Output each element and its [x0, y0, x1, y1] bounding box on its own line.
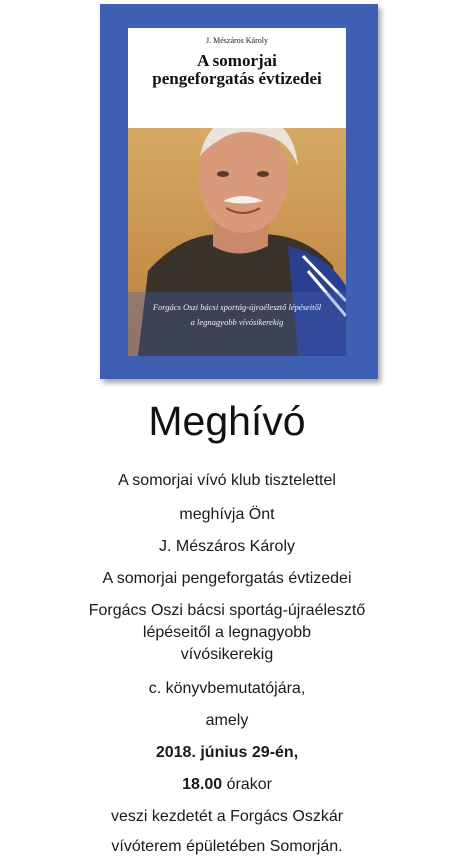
- cover-subtitle-line1: Forgács Oszi bácsi sportág-újraélesztő lépéseitől: [152, 302, 322, 312]
- invitation-time-suffix: órakor: [222, 776, 272, 793]
- invitation-time-line: [0, 774, 454, 795]
- cover-author: J. Mészáros Károly: [206, 36, 268, 45]
- cover-title-line2: pengeforgatás évtizedei: [152, 69, 322, 88]
- cover-title: [128, 52, 346, 88]
- cover-title-line1: A somorjai: [197, 51, 277, 70]
- invitation-subtitle-line3: vívósikerekig: [180, 646, 274, 663]
- cover-title-panel: [128, 28, 346, 128]
- cover-subtitle-line2: a legnagyobb vívósikerekig: [190, 317, 284, 327]
- invitation-book-title: A somorjai pengeforgatás évtizedei: [102, 570, 352, 587]
- invitation-line6: c. könyvbemutatójára,: [148, 680, 306, 697]
- invitation-line9: veszi kezdetét a Forgács Oszkár: [110, 808, 344, 825]
- invitation-date: 2018. június 29-én,: [155, 744, 299, 761]
- book-cover: [100, 4, 378, 379]
- invitation-author: J. Mészáros Károly: [158, 538, 296, 555]
- invitation-subtitle-line2: lépéseitől a legnagyobb: [142, 624, 312, 641]
- cover-subtitle: [128, 292, 346, 356]
- invitation-subtitle-line1: Forgács Oszi bácsi sportág-újraélesztő: [88, 602, 366, 619]
- invitation-time: 18.00: [182, 776, 223, 793]
- invitation-line2: meghívja Önt: [179, 506, 275, 523]
- invitation-heading: Meghívó: [148, 398, 306, 444]
- invitation-line1: A somorjai vívó klub tisztelettel: [118, 472, 336, 489]
- invitation-location: vívóterem épületében Somorján.: [111, 838, 343, 855]
- invitation-line7: amely: [205, 712, 249, 729]
